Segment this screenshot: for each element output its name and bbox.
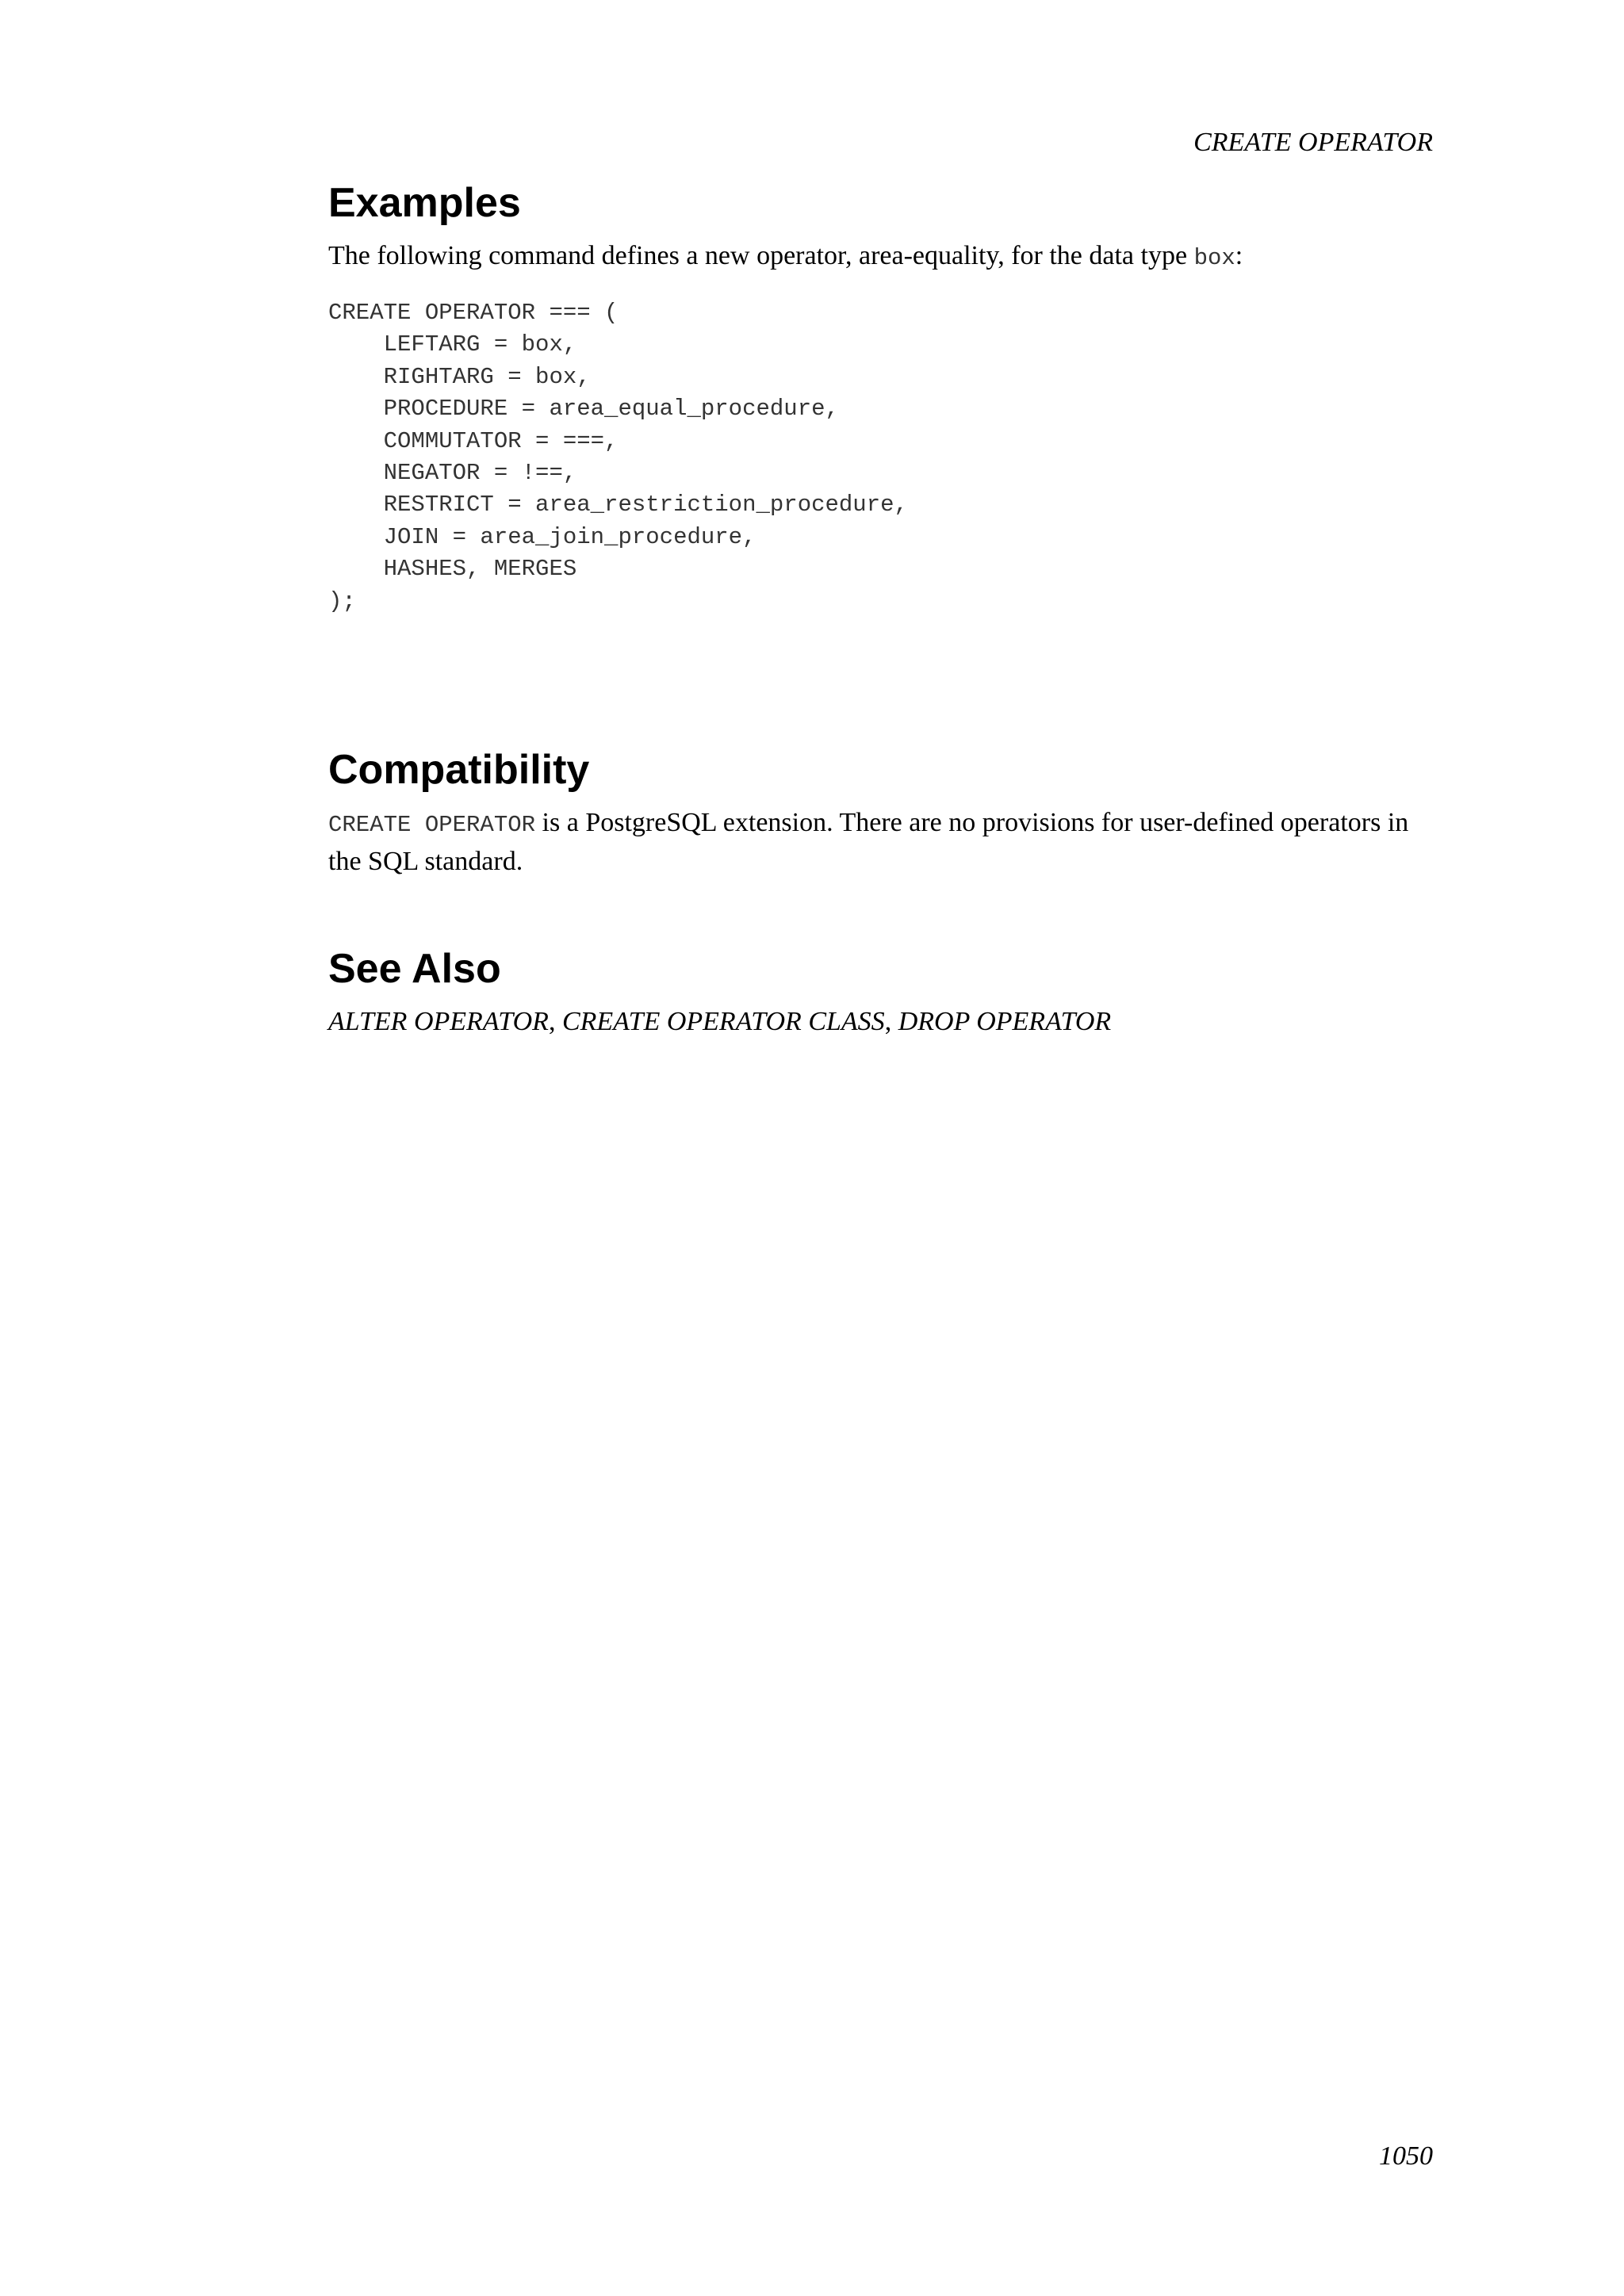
see-also-separator: , [884,1007,898,1037]
see-also-link-drop-operator[interactable]: DROP OPERATOR [898,1007,1112,1037]
see-also-heading: See Also [328,946,501,993]
page-number: 1050 [1379,2141,1433,2171]
examples-intro-code: box [1193,245,1235,271]
see-also-separator: , [548,1007,562,1037]
examples-intro-text: The following command defines a new operator, area-equality, for the data type [328,241,1194,270]
see-also-list [328,1004,1433,1040]
see-also-link-create-operator-class[interactable]: CREATE OPERATOR CLASS [561,1007,885,1037]
examples-intro-punct: : [1235,241,1243,270]
compatibility-text: is a PostgreSQL extension. There are no provisions for user-defined operators in the SQL standard. [328,808,1409,877]
see-also-link-alter-operator[interactable]: ALTER OPERATOR [328,1007,549,1037]
page-content [328,179,1433,1040]
running-header: CREATE OPERATOR [1193,128,1433,157]
compatibility-paragraph [328,805,1433,880]
compatibility-code: CREATE OPERATOR [328,812,536,839]
examples-heading: Examples [328,180,521,226]
example-code-block: CREATE OPERATOR === ( LEFTARG = box, RIGHTARG = box, PROCEDURE = area_equal_procedure, COMMUTATOR = ===, NEGATOR = !==, RESTRICT = area_restriction_procedure, JOIN = area_join_procedure, HASHES, MERGES ); [328,300,908,614]
examples-intro [328,238,1433,277]
compatibility-heading: Compatibility [328,747,590,794]
